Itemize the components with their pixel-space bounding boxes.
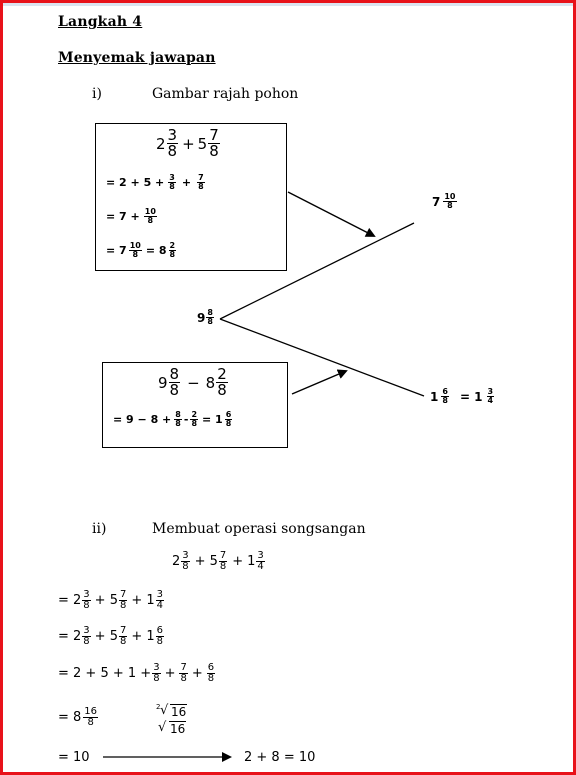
operator: + <box>191 666 203 681</box>
fraction <box>443 193 456 210</box>
arrow-box2-to-branch <box>292 371 346 394</box>
numerator: 3 <box>156 589 164 600</box>
whole: 9 <box>197 310 206 325</box>
numerator: 6 <box>442 387 448 396</box>
operator: - <box>183 413 189 426</box>
expr-text: + 5 <box>94 629 118 644</box>
numerator: 7 <box>198 173 204 182</box>
whole: 2 <box>172 554 181 569</box>
numerator: 3 <box>83 625 90 636</box>
expr-text: + 1 <box>131 593 155 608</box>
fraction <box>168 174 176 191</box>
fraction <box>208 128 220 159</box>
denominator: 4 <box>156 600 164 611</box>
numerator: 3 <box>153 662 160 673</box>
inverse-step-5: = 10 <box>58 750 90 765</box>
arrow-box1-to-branch <box>288 192 374 236</box>
expr-text: = 1 <box>202 413 223 426</box>
fraction <box>207 663 215 684</box>
numerator: 7 <box>219 550 227 561</box>
expr-text: = 2 <box>58 629 82 644</box>
part-i-marker: i) <box>92 86 102 102</box>
part-ii-title: Membuat operasi songsangan <box>152 521 366 537</box>
numerator: 8 <box>175 410 181 419</box>
numerator: 6 <box>225 410 232 419</box>
numerator: 10 <box>444 192 456 201</box>
denominator: 8 <box>207 317 213 326</box>
box1-line-1 <box>106 174 206 191</box>
fraction <box>156 590 164 611</box>
denominator: 8 <box>217 381 227 399</box>
numerator: 7 <box>209 126 219 144</box>
whole: 7 <box>432 194 441 209</box>
inverse-step-3 <box>58 663 216 684</box>
denominator: 8 <box>147 216 154 225</box>
expr-text: = 2 + 5 + <box>106 176 165 189</box>
denominator: 8 <box>169 381 180 399</box>
box1-line-2 <box>106 208 158 225</box>
numerator: 3 <box>169 173 175 182</box>
numerator: 7 <box>119 625 127 636</box>
whole: 5 <box>209 554 218 569</box>
denominator: 8 <box>175 419 181 428</box>
expr-text: = 8 <box>58 710 82 725</box>
denominator: 8 <box>132 250 139 259</box>
whole: 5 <box>197 134 208 153</box>
addition-box <box>95 123 287 271</box>
denominator: 8 <box>119 600 127 611</box>
fraction <box>216 367 228 398</box>
fraction <box>119 590 127 611</box>
numerator: 2 <box>217 365 227 383</box>
denominator: 8 <box>225 419 232 428</box>
denominator: 8 <box>119 636 127 647</box>
whole: 9 <box>158 373 168 392</box>
radicand: 16 <box>171 705 187 719</box>
operator: + <box>181 176 192 189</box>
fraction <box>206 309 214 326</box>
expr-text: = 8 <box>145 244 167 257</box>
whole: 8 <box>205 373 216 392</box>
inverse-step-4 <box>58 707 99 728</box>
tree-top-label <box>432 193 458 210</box>
denominator: 8 <box>182 561 189 572</box>
box1-line-3 <box>106 242 177 259</box>
numerator: 2 <box>191 410 198 419</box>
expr-text: = 7 <box>106 244 127 257</box>
box1-title <box>156 128 221 159</box>
expr-text: = 9 − 8 + <box>113 413 172 426</box>
expr-text: = 2 <box>58 593 82 608</box>
section-heading: Menyemak jawapan <box>58 50 216 66</box>
expr-text: + 1 <box>131 629 155 644</box>
fraction <box>169 367 181 398</box>
denominator: 8 <box>167 142 178 160</box>
subtraction-box <box>102 362 288 448</box>
fraction <box>156 626 164 647</box>
fraction <box>83 707 98 728</box>
numerator: 3 <box>83 589 90 600</box>
part-i-title: Gambar rajah pohon <box>152 86 299 102</box>
denominator: 8 <box>153 673 160 684</box>
expr-text: = 2 + 5 + 1 + <box>58 666 152 681</box>
fraction <box>441 388 449 405</box>
numerator: 7 <box>180 662 187 673</box>
numerator: 3 <box>167 126 178 144</box>
expr-text: = 1 <box>459 389 483 404</box>
operator: − <box>187 373 200 392</box>
fraction <box>169 242 177 259</box>
denominator: 8 <box>169 182 175 191</box>
fraction <box>167 128 179 159</box>
fraction <box>225 411 233 428</box>
denominator: 8 <box>198 182 204 191</box>
numerator: 10 <box>144 207 156 216</box>
inverse-result: 2 + 8 = 10 <box>244 750 316 765</box>
fraction <box>82 590 90 611</box>
numerator: 7 <box>119 589 127 600</box>
numerator: 8 <box>207 308 213 317</box>
denominator: 8 <box>209 142 219 160</box>
numerator: 2 <box>169 241 176 250</box>
inverse-title: 2 $\frac{3}{8}$ + 5 $\frac{7}{8}$ + 1 $\frac{3}{4}$ <box>172 550 264 572</box>
whole: 1 <box>247 554 256 569</box>
fraction <box>256 551 264 572</box>
expr-text: + 5 <box>94 593 118 608</box>
denominator: 4 <box>257 561 264 572</box>
box2-line-1 <box>113 411 233 428</box>
radicand: 16 <box>170 722 186 736</box>
denominator: 8 <box>83 600 90 611</box>
numerator: 6 <box>156 625 164 636</box>
denominator: 8 <box>447 201 453 210</box>
fraction <box>82 626 90 647</box>
numerator: 8 <box>169 365 180 383</box>
part-ii-marker: ii) <box>92 521 107 537</box>
fraction <box>219 551 227 572</box>
whole: 1 <box>430 389 439 404</box>
numerator: 16 <box>84 706 98 717</box>
denominator: 8 <box>207 673 215 684</box>
denominator: 8 <box>87 717 94 728</box>
denominator: 8 <box>156 636 164 647</box>
denominator: 8 <box>442 396 448 405</box>
denominator: 8 <box>191 419 198 428</box>
numerator: 3 <box>257 550 264 561</box>
numerator: 10 <box>129 241 141 250</box>
fraction <box>129 242 142 259</box>
numerator: 6 <box>207 662 215 673</box>
denominator: 8 <box>83 636 90 647</box>
fraction <box>179 663 187 684</box>
fraction <box>181 551 189 572</box>
numerator: 3 <box>182 550 189 561</box>
denominator: 8 <box>219 561 227 572</box>
operator: + <box>164 666 176 681</box>
whole: 2 <box>156 134 166 153</box>
step-heading: Langkah 4 <box>58 14 143 30</box>
tree-bottom-label <box>430 388 495 405</box>
denominator: 8 <box>180 673 187 684</box>
fraction <box>487 388 495 405</box>
fraction <box>119 626 127 647</box>
fraction <box>152 663 160 684</box>
inverse-step-1 <box>58 590 165 611</box>
tree-root-label <box>197 309 215 326</box>
numerator: 3 <box>487 387 494 396</box>
fraction <box>174 411 182 428</box>
expr-text: = 7 + <box>106 210 140 223</box>
root-index: 2 <box>156 703 161 711</box>
fraction <box>190 411 198 428</box>
denominator: 4 <box>487 396 494 405</box>
inverse-step-2 <box>58 626 165 647</box>
fraction <box>144 208 157 225</box>
denominator: 8 <box>169 250 176 259</box>
fraction <box>197 174 205 191</box>
operator: + <box>182 134 195 153</box>
box2-title <box>158 367 229 398</box>
